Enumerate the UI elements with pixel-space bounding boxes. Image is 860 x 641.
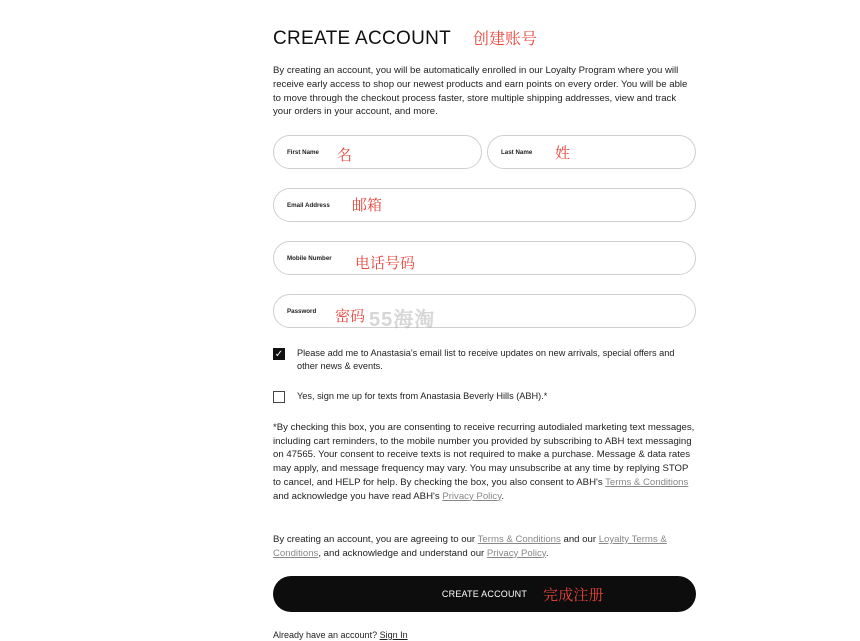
legal-text-3: .: [501, 490, 504, 502]
agreement-text: [273, 533, 695, 560]
email-list-checkbox[interactable]: [273, 348, 285, 360]
agree-text-4: .: [545, 547, 549, 559]
email-label: Email Address: [287, 201, 330, 209]
last-name-field[interactable]: [487, 135, 696, 169]
page-title: CREATE ACCOUNT: [273, 28, 452, 49]
mobile-number-label: Mobile Number: [287, 254, 332, 262]
password-label: Password: [287, 307, 317, 315]
legal-privacy-link[interactable]: Privacy Policy: [442, 490, 502, 502]
agree-privacy-link[interactable]: Privacy Policy: [486, 547, 546, 559]
email-cn-annotation: 邮箱: [352, 196, 383, 214]
watermark: 55海淘: [369, 309, 436, 331]
signin-text: Already have an account?: [273, 630, 380, 640]
checkmark-icon: ✓: [274, 348, 284, 360]
submit-cn-annotation: 完成注册: [543, 586, 604, 604]
email-list-checkbox-row[interactable]: [273, 348, 693, 373]
agree-terms-link[interactable]: Terms & Conditions: [477, 534, 561, 545]
signin-link[interactable]: Sign In: [379, 630, 408, 640]
agree-text-1: By creating an account, you are agreeing to our: [273, 534, 478, 545]
password-field[interactable]: [273, 294, 696, 331]
first-name-field[interactable]: [273, 135, 482, 169]
sms-legal-text: [273, 421, 695, 503]
last-name-cn-annotation: 姓: [555, 144, 571, 162]
signin-prompt: [273, 630, 408, 640]
texts-checkbox-row[interactable]: [273, 391, 693, 403]
last-name-label: Last Name: [501, 148, 533, 156]
email-list-label: Please add me to Anastasia's email list to receive updates on new arrivals, special offers and other news & events.: [297, 348, 675, 372]
title-row: [273, 26, 537, 50]
texts-label: Yes, sign me up for texts from Anastasia Beverly Hills (ABH).*: [297, 391, 548, 401]
first-name-cn-annotation: 名: [337, 146, 353, 164]
create-account-button[interactable]: [273, 576, 696, 612]
email-field[interactable]: [273, 188, 696, 222]
mobile-cn-annotation: 电话号码: [355, 254, 416, 272]
create-account-button-label: CREATE ACCOUNT: [441, 589, 528, 599]
loyalty-terms-link[interactable]: Loyalty Terms & Conditions: [273, 534, 667, 559]
legal-text-1: *By checking this box, you are consenting to receive recurring autodialed marketing text messages, including cart reminders, to the mobile number you provided by subscribing to ABH text messaging on 47565. Your consent to receive texts is not required to make a purchase. Message & data rates may apply, and message frequency may vary. You may unsubscribe at any time by replying STOP to cancel, and HELP for help. By checking the box, you also consent to ABH's: [273, 422, 695, 488]
intro-text: By creating an account, you will be automatically enrolled in our Loyalty Program where you will receive early access to shop our newest products and earn points on every order. You will be able to move through the checkout process faster, store multiple shipping addresses, view and track your orders in your account, and more.: [273, 65, 688, 118]
agree-text-2: and our: [560, 534, 599, 545]
agree-text-3: , and acknowledge and understand our: [318, 547, 487, 559]
password-cn-annotation: 密码: [335, 307, 366, 325]
page-title-cn-annotation: 创建账号: [473, 29, 538, 48]
legal-text-2: and acknowledge you have read ABH's: [273, 490, 443, 502]
mobile-number-field[interactable]: [273, 241, 696, 275]
texts-checkbox[interactable]: [273, 391, 285, 403]
legal-terms-link[interactable]: Terms & Conditions: [605, 476, 689, 488]
first-name-label: First Name: [287, 148, 319, 156]
